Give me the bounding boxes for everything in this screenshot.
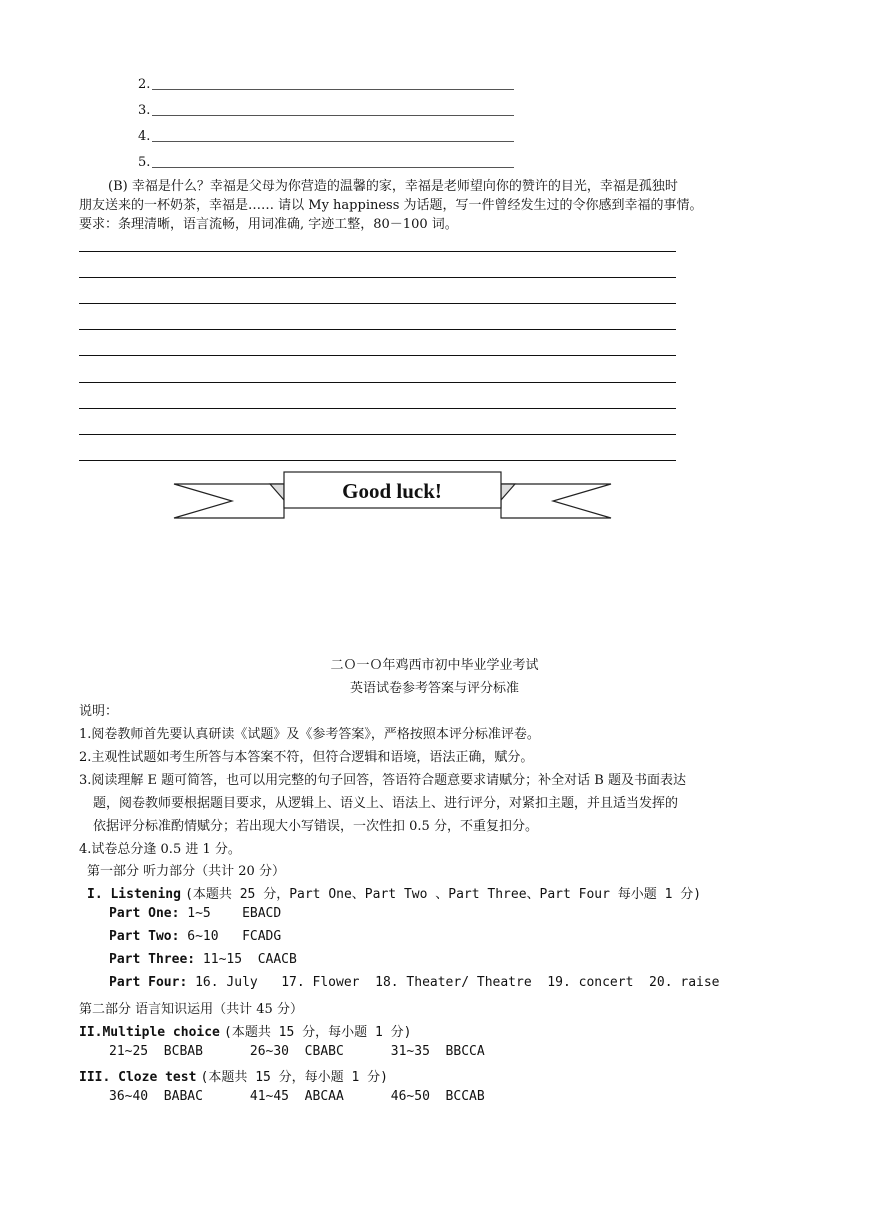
- writing-line: [79, 251, 676, 252]
- part-answers: 6~10 FCADG: [179, 929, 282, 944]
- part-answers: 1~5 EBACD: [179, 906, 282, 921]
- multiple-choice-desc: (本题共 15 分，每小题 1 分): [224, 1025, 412, 1040]
- part-answers: 16. July 17. Flower 18. Theater/ Theatre 19. concert 20. raise: [187, 975, 720, 990]
- part-1-heading: 第一部分 听力部分（共计 20 分）: [87, 864, 285, 879]
- cloze-desc: (本题共 15 分，每小题 1 分): [200, 1070, 388, 1085]
- blank-rule: [152, 141, 514, 142]
- multiple-choice-answers: 21~25 BCBAB 26~30 CBABC 31~35 BBCCA: [109, 1044, 485, 1059]
- blank-rule: [152, 167, 514, 168]
- listening-part-one: [109, 906, 281, 921]
- writing-line: [79, 329, 676, 330]
- note-3-line-2: 题，阅卷教师要根据题目要求，从逻辑上、语义上、语法上、进行评分，对紧扣主题，并且适当发挥的: [93, 796, 679, 811]
- essay-requirements: 要求：条理清晰，语言流畅，用词准确, 字迹工整，80－100 词。: [79, 217, 458, 232]
- essay-prompt-line-1: (B) 幸福是什么？幸福是父母为你营造的温馨的家，幸福是老师望向你的赞许的目光，幸福是孤独时: [108, 179, 678, 194]
- part-label: Part One:: [109, 906, 180, 921]
- cloze-answers: 36~40 BABAC 41~45 ABCAA 46~50 BCCAB: [109, 1089, 485, 1104]
- listening-desc: (本题共 25 分，Part One、Part Two 、Part Three、Part Four 每小题 1 分): [185, 887, 702, 902]
- writing-line: [79, 460, 676, 461]
- cloze-label: III. Cloze test: [79, 1070, 197, 1085]
- listening-label: I. Listening: [87, 887, 181, 902]
- note-3-line-1: 3.阅读理解 E 题可简答，也可以用完整的句子回答，答语符合题意要求请赋分；补全对话 B 题及书面表达: [79, 773, 686, 788]
- writing-line: [79, 382, 676, 383]
- note-1: 1.阅卷教师首先要认真研读《试题》及《参考答案》，严格按照本评分标准评卷。: [79, 727, 540, 742]
- cloze-header: [79, 1066, 388, 1085]
- listening-part-two: [109, 929, 281, 944]
- writing-line: [79, 355, 676, 356]
- note-4: 4.试卷总分逢 0.5 进 1 分。: [79, 842, 241, 857]
- line-number: 5.: [138, 155, 151, 170]
- writing-line: [79, 303, 676, 304]
- multiple-choice-label: II.Multiple choice: [79, 1025, 220, 1040]
- notes-heading: 说明：: [79, 704, 119, 719]
- line-number: 4.: [138, 129, 151, 144]
- part-label: Part Three:: [109, 952, 196, 967]
- line-number: 3.: [138, 103, 151, 118]
- good-luck-banner: [170, 468, 615, 524]
- part-label: Part Two:: [109, 929, 180, 944]
- listening-part-four: [109, 975, 720, 990]
- banner-text: Good luck!: [342, 479, 442, 503]
- writing-line: [79, 277, 676, 278]
- part-answers: 11~15 CAACB: [195, 952, 297, 967]
- line-number: 2.: [138, 77, 151, 92]
- note-2: 2.主观性试题如考生所答与本答案不符，但符合逻辑和语境，语法正确，赋分。: [79, 750, 534, 765]
- listening-part-three: [109, 952, 297, 967]
- essay-prompt-line-2: 朋友送来的一杯奶茶，幸福是…… 请以 My happiness 为话题，写一件曾经发生过的令你感到幸福的事情。: [79, 198, 703, 213]
- listening-header: [87, 883, 701, 902]
- answer-key-subtitle: 英语试卷参考答案与评分标准: [349, 681, 519, 696]
- writing-line: [79, 408, 676, 409]
- blank-rule: [152, 89, 514, 90]
- part-label: Part Four:: [109, 975, 188, 990]
- part-2-heading: 第二部分 语言知识运用（共计 45 分）: [79, 1002, 303, 1017]
- answer-key-title: 二Ｏ一Ｏ年鸡西市初中毕业学业考试: [330, 658, 539, 673]
- multiple-choice-header: [79, 1021, 411, 1040]
- note-3-line-3: 依据评分标准酌情赋分；若出现大小写错误，一次性扣 0.5 分，不重复扣分。: [93, 819, 538, 834]
- blank-rule: [152, 115, 514, 116]
- writing-line: [79, 434, 676, 435]
